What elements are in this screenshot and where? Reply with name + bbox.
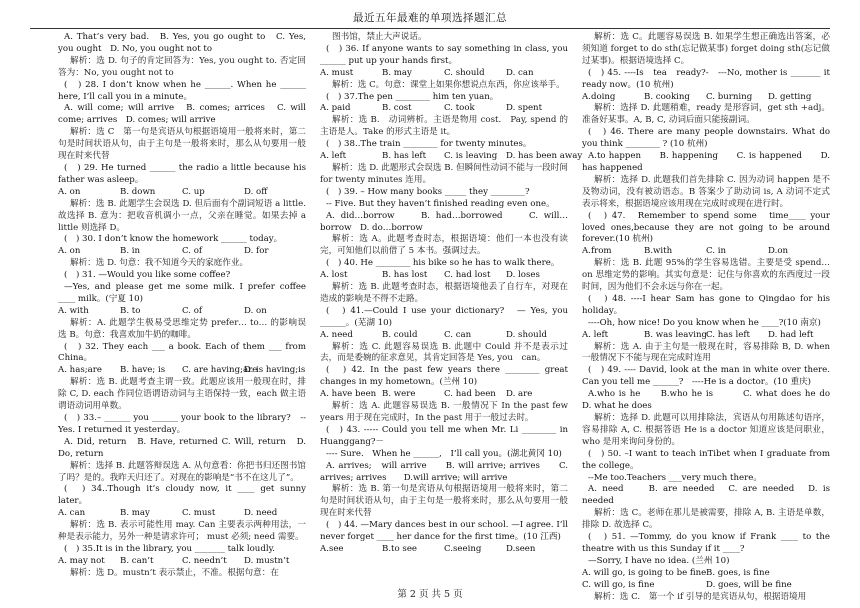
option-text: B.with	[644, 246, 673, 257]
question-text: ( ) 46. There are many people downstairs. What do you think ________ ? (10 杭州)	[582, 127, 830, 150]
option-text: C. up	[182, 186, 205, 197]
option-text: D. need	[244, 508, 278, 519]
analysis-text: 解析：选 B. 此题学生会误选 D. 但后面有个副词短语 a little. 故选择 B. 意为：把收音机调小一点，父亲在睡觉。如果去掉 a little 则选择 D。	[58, 198, 306, 233]
answer-options	[582, 92, 830, 104]
question-text: ( ) 41.—Could I use your dictionary? — Yes, you ______。(芜湖 10)	[320, 305, 568, 328]
question-text: ( ) 43. ----- Could you tell me when Mr. Li ________ in Huanggang?－	[320, 424, 568, 447]
analysis-text: 解析：选 C。句意：课堂上如果你想说点东西，你应该举手。	[332, 79, 565, 90]
option-text: D. off	[244, 186, 268, 197]
question-text: ( ) 34..Though it’s cloudy now, it ____ get sunny later。	[58, 484, 306, 507]
analysis-text: 图书馆，禁止大声说话。	[332, 32, 427, 42]
option-text: C. burning	[706, 91, 753, 102]
question-text: A. arrives; will arrive B. will arrive; arrives C. arrives; arrives D.will arrive; will arrive	[320, 460, 568, 483]
question-text: ( ) 44. —Mary dances best in our school. —I agree. I’ll never forget ____ her dance for the first time。(10 江西)	[320, 520, 568, 543]
answer-options	[58, 508, 306, 520]
option-text: B. has lost	[382, 270, 428, 281]
analysis-text: 解析：选 C. 第一个 if 引导的是宾语从句，根据语境用	[594, 591, 807, 602]
option-text: A. with	[58, 305, 89, 316]
question-text: ( ) 39. – How many books _____ they ________?	[326, 186, 530, 197]
analysis-text: 解析：选 C。此题容易误选 B. 如果学生想正确选出答案，必须知道 forget to do sth(忘记做某事) forget doing sth(忘记做过某事)。根据语境选择 C。	[582, 32, 830, 66]
option-text: C. had been	[444, 389, 496, 400]
option-text: C. took	[444, 103, 475, 114]
question-text: ( ) 28. I don’t know when he ______. When he ______ here, I’ll call you in a minute。	[58, 79, 306, 102]
question-text: ( ) 45. ----Is tea ready?- ---No, mother is _______ it ready now。(10 杭州)	[582, 67, 830, 90]
question-text: A. did…borrow B. had…borrowed C. will…borrow D. do…borrow	[320, 210, 568, 233]
analysis-text: 解析：选 B. 此题考查主谓一致。此题应该用一般现在时，排除 C, D. each 作同位语谓语动词与主语保持一致，each 做主语谓语动词用单数。	[58, 377, 306, 412]
option-text: A.see	[320, 543, 344, 554]
answer-options	[58, 306, 306, 318]
question-text: A. That’s very bad. B. Yes, you go ought to C. Yes, you ought D. No, you ought not to	[58, 32, 306, 54]
option-text: B. could	[382, 329, 418, 340]
option-text: A. must	[320, 67, 354, 78]
answer-options	[582, 330, 830, 342]
analysis-text: 解析：选择 D. 此题稍难，ready 是形容词，get sth +adj。准备好某事。A, B, C, 动词后面只能接副词。	[582, 103, 830, 126]
question-text: ( ) 49. ---- David, look at the man in white over there. Can you tell me ______? ----He is a doctor。(10 重庆)	[582, 365, 830, 388]
option-text: A. can	[58, 508, 86, 519]
analysis-text: 解析：选择 D. 此题我们首先排除 C. 因为动词 happen 是不及物动词，没有被动语态。B 答案少了助动词 is, A 动词不定式表示将来，根据语境应该用现在完成时或现在进行时。	[582, 174, 830, 209]
option-text: D. can	[506, 67, 534, 78]
analysis-text: 解析：选 D. 此题形式会误选 B. 但瞬间性动词不能与一段时间 for twenty minutes 连用。	[320, 162, 568, 185]
question-text: --Me too.Teachers ___very much there。	[588, 472, 762, 483]
question-text: —Yes, and please get me some milk. I prefer coffee ____ milk。(宁夏 10)	[58, 282, 306, 304]
option-text: D. on	[244, 305, 267, 316]
answer-options	[58, 246, 306, 258]
option-text: D. should	[506, 329, 547, 340]
question-text: A. need B. are needed C. are needed D. is needed	[582, 484, 830, 507]
question-text: A. will come; will arrive B. comes; arrices C. will come; arrives D. comes; will arrive	[58, 103, 306, 126]
option-text: C. has left	[706, 329, 751, 340]
analysis-text: 解析：选 D. 句意：我不知道今天的家庭作业。	[70, 258, 249, 269]
option-text: B. cost	[382, 103, 412, 114]
option-text: B. has left	[382, 151, 427, 162]
page-number: 第 2 页 共 5 页	[397, 589, 463, 600]
analysis-text: 解析：选择 B. 此题答辩误选 A. 从句意看：你把书归还图书馆了吗？是的。我昨天归还了。对现在的影响是“书不在这儿了”。	[58, 460, 306, 483]
option-text: B.to see	[382, 543, 417, 554]
option-text: A.doing	[582, 91, 616, 102]
answer-options	[58, 187, 306, 199]
option-text: D.seen	[506, 543, 536, 554]
analysis-text: 解析：A. 此题学生极易受思维定势 prefer… to… 的影响误选 B。句意：我喜欢加牛奶的咖啡。	[58, 317, 306, 340]
option-text: B. to	[120, 305, 141, 316]
option-text: D. is having;is	[244, 365, 306, 376]
option-text: C. needn’t	[182, 555, 227, 566]
question-text: ( ) 51. —Tommy, do you know if Frank ____ to the theatre with us this Sunday if it ____?	[582, 532, 830, 554]
answer-options	[582, 246, 830, 258]
option-text: C. can	[444, 329, 472, 340]
option-text: C. of	[182, 246, 203, 257]
option-text: B. cooking	[644, 91, 690, 102]
question-text: -- Five. But they haven’t finished reading even one。	[326, 198, 555, 209]
option-text: D. are	[506, 389, 533, 400]
answer-options	[58, 556, 306, 568]
analysis-text: 解析：选 A. 由于主句是一般现在时，容易排除 B, D. when 一般情况下不能与现在完成时连用	[582, 341, 830, 364]
answer-options	[58, 365, 306, 377]
question-text: ( ) 40. He ________ his bike so he has to walk there。	[326, 258, 560, 269]
option-text: A.from	[582, 246, 612, 257]
option-text: B. goes, is fine	[706, 567, 770, 578]
question-text: ( ) 29. He turned ______ the radio a little because his father was asleep。	[58, 162, 306, 185]
analysis-text: 解析：选 C。老师在那儿是被需要，排除 A, B. 主语是单数，排除 D. 故选择 C。	[582, 508, 830, 531]
analysis-text: 解析：选 B. 此题考查时态，根据语境他丢了自行车，对现在造成的影响是不得不走路。	[320, 282, 568, 304]
question-text: A.who is he B.who he is C. what does he do D. what he does	[582, 389, 839, 412]
option-text: D. has been away	[506, 151, 583, 162]
page-footer	[0, 586, 860, 600]
option-text: D. spent	[506, 103, 543, 114]
column-middle	[320, 32, 583, 580]
option-text: A. will go, is going to be fine	[582, 567, 707, 578]
option-text: B. can’t	[120, 555, 154, 566]
option-text: A. on	[58, 246, 81, 257]
option-text: A. lost	[320, 270, 348, 281]
option-text: D.on	[768, 246, 789, 257]
option-text: D. mustn’t	[244, 555, 290, 566]
question-text: ( ) 33.– ______ you ______ your book to the library? -- Yes. I returned it yesterday。	[58, 413, 306, 435]
option-text: C. must	[182, 508, 216, 519]
option-text: C. should	[444, 67, 485, 78]
option-text: D. had left	[768, 329, 814, 340]
analysis-text: 解析：选 C. 此题容易误选 B. 此题中 Could 并不是表示过去，而是委婉的征求意见，其肯定回答是 Yes, you can。	[320, 341, 568, 364]
analysis-text: 解析：选 A。此题考查时态，根据语境：他们一本也没有读完，可知他们以前借了 5 本书。强调过去。	[320, 234, 568, 257]
option-text: B. was leaving	[644, 329, 707, 340]
option-text: C. is leaving	[444, 151, 498, 162]
answer-options	[320, 330, 568, 342]
question-text: A. Did, return B. Have, returned C. Will, return D. Do, return	[58, 436, 306, 459]
analysis-text: 解析：选 B. 此题 95%的学生容易选错。主要是受 spend…on 思维定势的影响。其实句意是：记住与你喜欢的东西度过一段时间，因为他们不会永远与你在一起。	[582, 258, 830, 293]
answer-options	[320, 68, 568, 80]
question-text: ----Oh, how nice! Do you know when he ____?(10 南京)	[588, 317, 821, 328]
option-text: A. left	[582, 329, 609, 340]
analysis-text: 解析：选 D. 句子的肯定回答为：Yes, you ought to. 否定回答为：No, you ought not to	[58, 55, 306, 78]
option-text: B. have; is	[120, 365, 166, 376]
option-text: C. will go, is fine	[582, 579, 655, 590]
option-text: A. on	[58, 186, 81, 197]
answer-options	[320, 151, 583, 163]
option-text: B. may	[382, 67, 412, 78]
option-text: A. has;are	[58, 365, 102, 376]
option-text: B. were	[382, 389, 416, 400]
header-title: 最近五年最难的单项选择题汇总	[353, 12, 507, 24]
option-text: A. need	[320, 329, 353, 340]
question-text: ( ) 35.It is in the library, you _______ talk loudly.	[64, 543, 276, 554]
column-left	[58, 32, 306, 580]
option-text: C. had lost	[444, 270, 491, 281]
analysis-text: 解析：选 C 第一句是宾语从句根据语境用一般将来时，第二句是时间状语从句，由于主句是一般将来时，那么从句要用一般现在时来代替	[58, 127, 306, 162]
question-text: ( ) 37.The pen ________ him ten yuan。	[326, 91, 499, 102]
option-text: C. of	[182, 305, 203, 316]
option-text: D. loses	[506, 270, 540, 281]
option-text: B. down	[120, 186, 156, 197]
question-text: ( ) 50. –I want to teach inTibet when I graduate from the college。	[582, 448, 830, 471]
option-text: D. getting	[768, 91, 812, 102]
question-text: ( ) 36. If anyone wants to say something in class, you ______ put up your hands first。	[320, 43, 568, 66]
option-text: C. in	[706, 246, 727, 257]
option-text: C. are having;are	[182, 365, 258, 376]
option-text: B. may	[120, 508, 150, 519]
column-right	[582, 32, 839, 602]
analysis-text: 解析：选 B. 第一句是宾语从句根据语境用一般将来时，第二句是时间状语从句，由于主句是一般将来时，那么从句要用一般现在时来代替	[320, 484, 568, 519]
analysis-text: 解析：选 A. 此题容易误选 B. 一般情况下 In the past few years 用于现在完成时，In the past 用于一般过去时。	[320, 401, 568, 423]
question-text: ( ) 42. In the past few years there ________ great changes in my hometown。(兰州 10)	[320, 365, 568, 388]
answer-options	[320, 103, 568, 115]
analysis-text: 解析：选择 D. 此题可以用排除法，宾语从句用陈述句语序，容易排除 A, C. 根据答语 He is a doctor 知道应该是问职业，who 是用来询问身份的。	[582, 413, 830, 447]
option-text: A. have been	[320, 389, 377, 400]
option-text: A. left	[320, 151, 347, 162]
question-text: —Sorry, I have no idea. (兰州 10)	[588, 555, 730, 566]
question-text: ( ) 48. ----I hear Sam has gone to Qingdao for his holiday。	[582, 293, 830, 316]
option-text: D. for	[244, 246, 269, 257]
option-text: C.seeing	[444, 543, 482, 554]
answer-options	[320, 544, 568, 556]
option-text: B. in	[120, 246, 141, 257]
option-text: A. paid	[320, 103, 351, 114]
question-text: ( ) 30. I don’t know the homework ______ today。	[64, 234, 283, 245]
question-text: ( ) 32. They each ___ a book. Each of them ___ from China。	[58, 341, 306, 364]
option-text: D. goes, will be fine	[706, 579, 792, 590]
question-text: A.to happen B. happening C. is happened D. has happened	[582, 151, 830, 173]
analysis-text: 解析：选 B. 表示可能性用 may. Can 主要表示两种用法，一种是表示能力，另外一种是请求许可； must 必须; need 需要。	[58, 520, 306, 543]
question-text: ( ) 47. Remember to spend some time____ your loved ones,because they are not going to be around forever.(10 杭州)	[582, 210, 830, 245]
question-text: ( ) 31. —Would you like some coffee?	[64, 270, 231, 281]
question-text: ( ) 38..The train ________ for twenty minutes。	[326, 139, 532, 150]
analysis-text: 解析：选 B. 动词辨析。主语是物用 cost. Pay, spend 的主语是人。Take 的形式主语是 it。	[320, 115, 568, 138]
answer-options	[320, 270, 568, 282]
answer-options	[320, 389, 568, 401]
question-text: ---- Sure. When he ______, I’ll call you。(湖北黄冈 10)	[326, 448, 562, 459]
analysis-text: 解析：选 D。mustn’t 表示禁止，不准。根据句意：在	[70, 567, 279, 578]
option-text: A. may not	[58, 555, 105, 566]
page-header	[30, 6, 830, 29]
